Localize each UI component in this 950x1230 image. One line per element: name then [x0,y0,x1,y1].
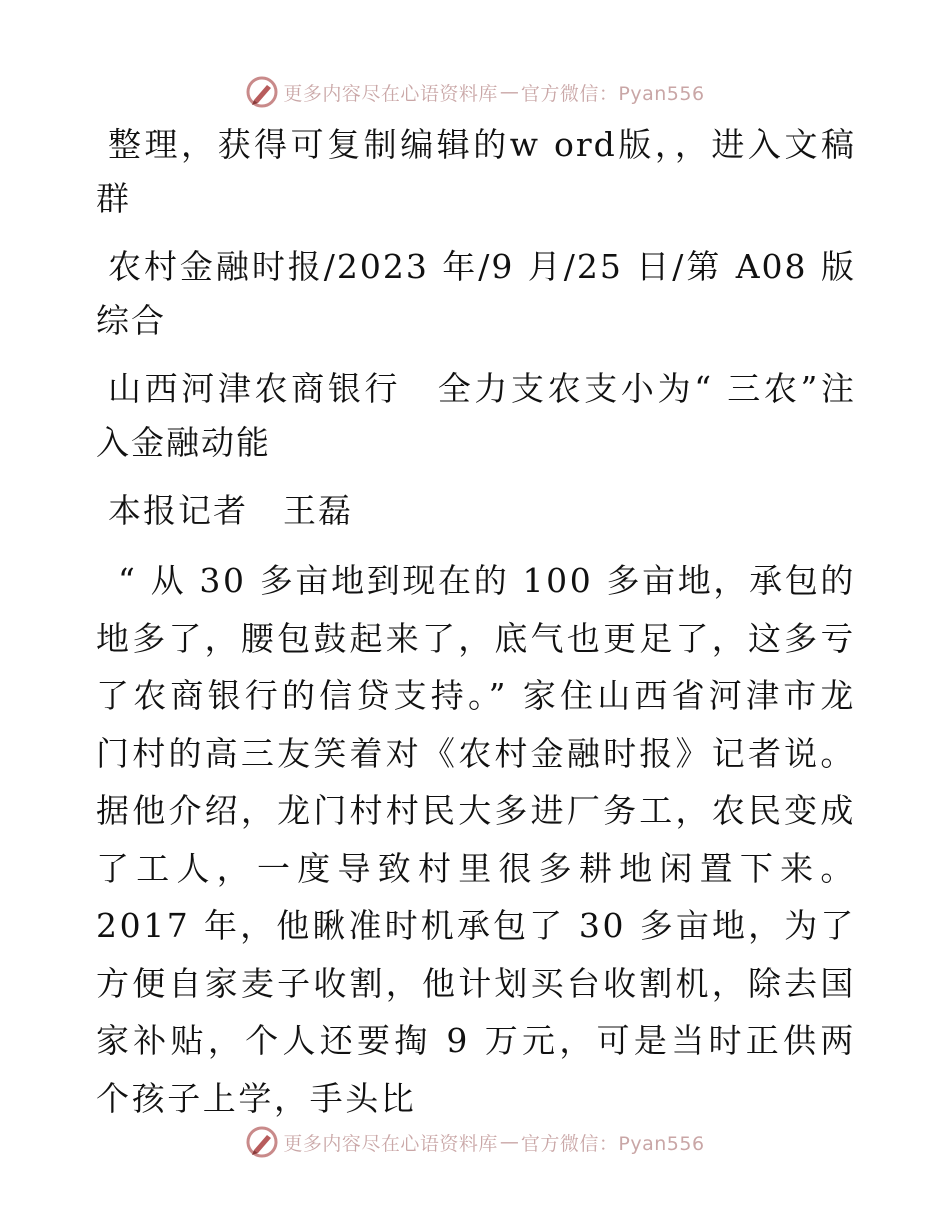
intro-note: 整理，获得可复制编辑的w ord版，，进入文稿群 [96,125,856,218]
document-body [96,118,856,1141]
watermark-wechat: 官方微信：Pyan556 [520,1132,705,1155]
pen-seal-icon [245,1125,279,1159]
byline: 本报记者 王磊 [108,491,353,530]
article-headline: 山西河津农商银行 全力支农支小为“ 三农”注入金融动能 [96,369,856,462]
watermark-text: 更多内容尽在心语资料库 [283,82,498,105]
footer-watermark [0,1122,950,1162]
header-watermark [0,72,950,112]
article-paragraph: “ 从 30 多亩地到现在的 100 多亩地，承包的地多了，腰包鼓起来了，底气也更足了，这多亏了农商银行的信贷支持。” 家住山西省河津市龙门村的高三友笑着对《农村金融时报》记者说。据他介绍，龙门村村民大多进厂务工，农民变成了工人，一度导致村里很多耕地闲置下来。2017 年，他瞅准时机承包了 30 多亩地，为了方便自家麦子收割，他计划买台收割机，除去国家补贴，个人还要掏 9 万元，可是当时正供两个孩子上学，手头比 [96,561,856,1118]
watermark-wechat: 官方微信：Pyan556 [520,82,705,105]
pen-seal-icon [245,75,279,109]
source-line: 农村金融时报/2023 年/9 月/25 日/第 A08 版综合 [96,247,856,340]
watermark-separator: — [499,81,519,103]
watermark-separator: — [499,1131,519,1153]
watermark-text: 更多内容尽在心语资料库 [283,1132,498,1155]
